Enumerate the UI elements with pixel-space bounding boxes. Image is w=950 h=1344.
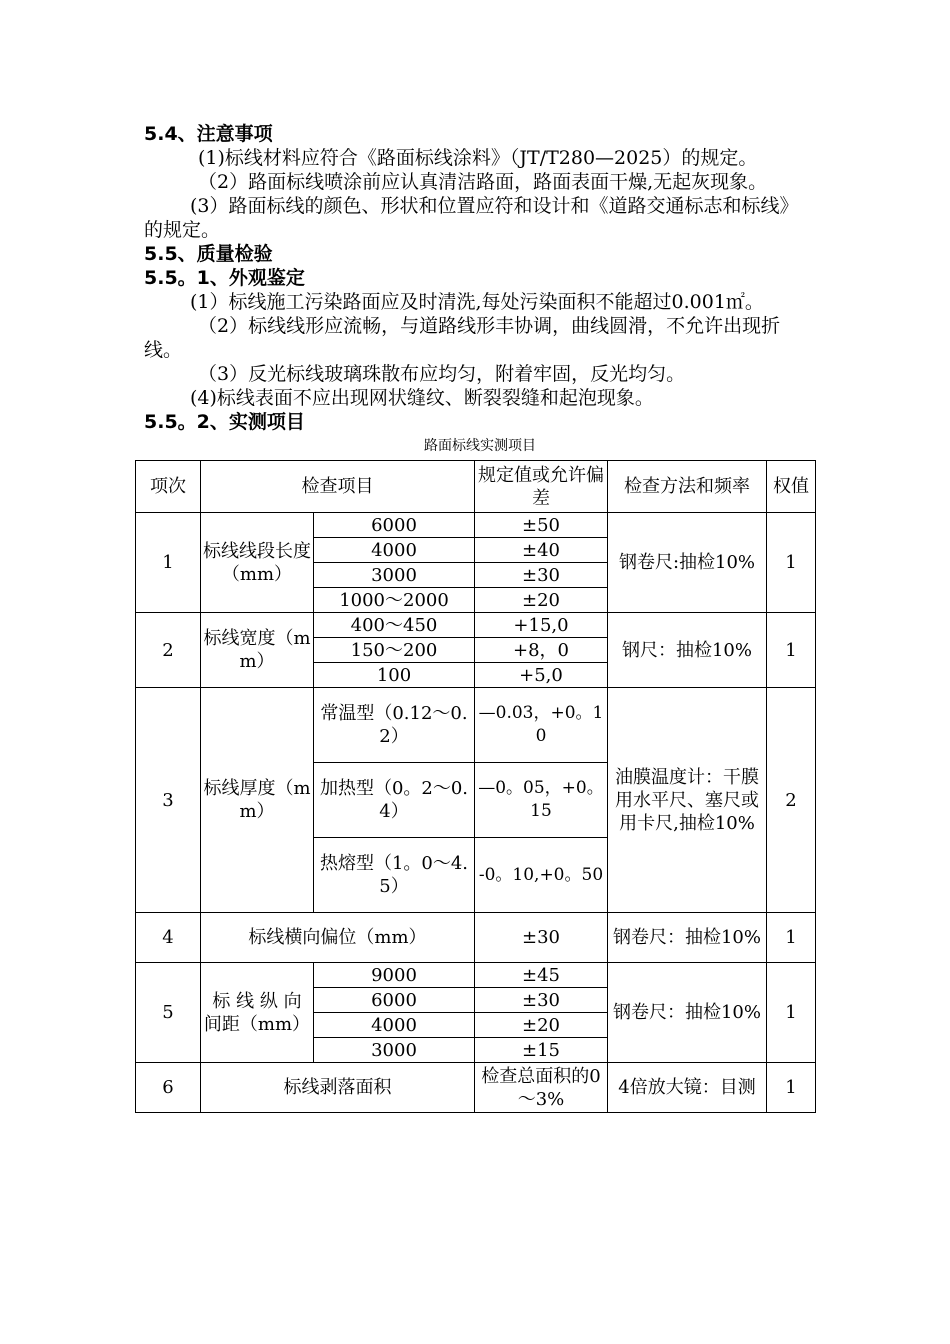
row5-spec: ±45 xyxy=(475,963,608,988)
row2-spec: +8，0 xyxy=(475,638,608,663)
row1-sub: 4000 xyxy=(314,538,475,563)
row4-spec: ±30 xyxy=(475,913,608,963)
row4-method: 钢卷尺：抽检10% xyxy=(608,913,767,963)
row5-spec: ±15 xyxy=(475,1038,608,1063)
row5-weight: 1 xyxy=(767,963,816,1063)
section-5-5-2-heading: 5.5。2、实测项目 xyxy=(144,411,305,433)
row6-index: 6 xyxy=(136,1063,201,1113)
row5-sub: 9000 xyxy=(314,963,475,988)
row2-item: 标线宽度（mm） xyxy=(201,613,314,688)
row1-sub: 6000 xyxy=(314,513,475,538)
row4-index: 4 xyxy=(136,913,201,963)
header-method: 检查方法和频率 xyxy=(608,461,767,513)
row3-item: 标线厚度（mm） xyxy=(201,688,314,913)
row3-sub: 常温型（0.12～0.2） xyxy=(314,688,475,763)
row2-spec: +5,0 xyxy=(475,663,608,688)
header-index: 项次 xyxy=(136,461,201,513)
header-spec: 规定值或允许偏差 xyxy=(475,461,608,513)
section-5-4-heading: 5.4、注意事项 xyxy=(144,123,273,145)
table-header-row xyxy=(136,461,816,513)
row1-spec: ±40 xyxy=(475,538,608,563)
table-row xyxy=(136,613,816,638)
section-5-4-paragraph-3: (3）路面标线的颜色、形状和位置应符和设计和《道路交通标志和标线》的规定。 xyxy=(144,195,799,241)
row3-spec: —0。05，+0。15 xyxy=(475,763,608,838)
section-5-5-1-paragraph-2: （2）标线线形应流畅，与道路线形丰协调，曲线圆滑，不允许出现折线。 xyxy=(144,315,781,361)
row5-index: 5 xyxy=(136,963,201,1063)
section-5-5-1-paragraph-3: （3）反光标线玻璃珠散布应均匀，附着牢固，反光均匀。 xyxy=(198,363,686,385)
row3-method: 油膜温度计：干膜用水平尺、塞尺或用卡尺,抽检10% xyxy=(608,688,767,913)
row4-item: 标线横向偏位（mm） xyxy=(201,913,475,963)
table-row xyxy=(136,963,816,988)
row1-spec: ±30 xyxy=(475,563,608,588)
row2-sub: 150～200 xyxy=(314,638,475,663)
row2-weight: 1 xyxy=(767,613,816,688)
row3-sub: 加热型（0。2～0.4） xyxy=(314,763,475,838)
row3-sub: 热熔型（1。0～4.5） xyxy=(314,838,475,913)
row5-item: 标 线 纵 向 间距（mm） xyxy=(201,963,314,1063)
row1-sub: 3000 xyxy=(314,563,475,588)
row2-sub: 400～450 xyxy=(314,613,475,638)
row6-item: 标线剥落面积 xyxy=(201,1063,475,1113)
table-row xyxy=(136,513,816,538)
row1-weight: 1 xyxy=(767,513,816,613)
section-5-5-1-heading: 5.5。1、外观鉴定 xyxy=(144,267,305,289)
row5-sub: 3000 xyxy=(314,1038,475,1063)
row3-weight: 2 xyxy=(767,688,816,913)
row1-spec: ±50 xyxy=(475,513,608,538)
row1-sub: 1000～2000 xyxy=(314,588,475,613)
row2-spec: +15,0 xyxy=(475,613,608,638)
section-5-4-paragraph-2: （2）路面标线喷涂前应认真清洁路面，路面表面干燥,无起灰现象。 xyxy=(198,171,768,193)
table-caption: 路面标线实测项目 xyxy=(424,438,536,454)
row1-item: 标线线段长度（mm） xyxy=(201,513,314,613)
section-5-5-1-paragraph-4: (4)标线表面不应出现网状缝纹、断裂裂缝和起泡现象。 xyxy=(190,387,654,409)
row6-spec: 检查总面积的0～3% xyxy=(475,1063,608,1113)
header-item: 检查项目 xyxy=(201,461,475,513)
table-row xyxy=(136,913,816,963)
row6-method: 4倍放大镜：目测 xyxy=(608,1063,767,1113)
row1-spec: ±20 xyxy=(475,588,608,613)
row2-sub: 100 xyxy=(314,663,475,688)
section-5-4-paragraph-1: (1)标线材料应符合《路面标线涂料》（JT/T280—2025）的规定。 xyxy=(198,147,758,169)
row5-sub: 6000 xyxy=(314,988,475,1013)
row2-index: 2 xyxy=(136,613,201,688)
section-5-5-heading: 5.5、质量检验 xyxy=(144,243,273,265)
row3-spec: -0。10,+0。50 xyxy=(475,838,608,913)
row3-spec: —0.03，+0。10 xyxy=(475,688,608,763)
measurement-table xyxy=(135,460,816,1113)
row4-weight: 1 xyxy=(767,913,816,963)
row5-sub: 4000 xyxy=(314,1013,475,1038)
table-row xyxy=(136,1063,816,1113)
row5-spec: ±30 xyxy=(475,988,608,1013)
document-body xyxy=(144,122,816,1113)
header-weight: 权值 xyxy=(767,461,816,513)
row5-spec: ±20 xyxy=(475,1013,608,1038)
row6-weight: 1 xyxy=(767,1063,816,1113)
row1-method: 钢卷尺:抽检10% xyxy=(608,513,767,613)
section-5-5-1-paragraph-1: (1）标线施工污染路面应及时清洗,每处污染面积不能超过0.001㎡。 xyxy=(190,291,764,313)
table-row xyxy=(136,688,816,763)
row3-index: 3 xyxy=(136,688,201,913)
row1-index: 1 xyxy=(136,513,201,613)
row5-method: 钢卷尺：抽检10% xyxy=(608,963,767,1063)
row2-method: 钢尺：抽检10% xyxy=(608,613,767,688)
